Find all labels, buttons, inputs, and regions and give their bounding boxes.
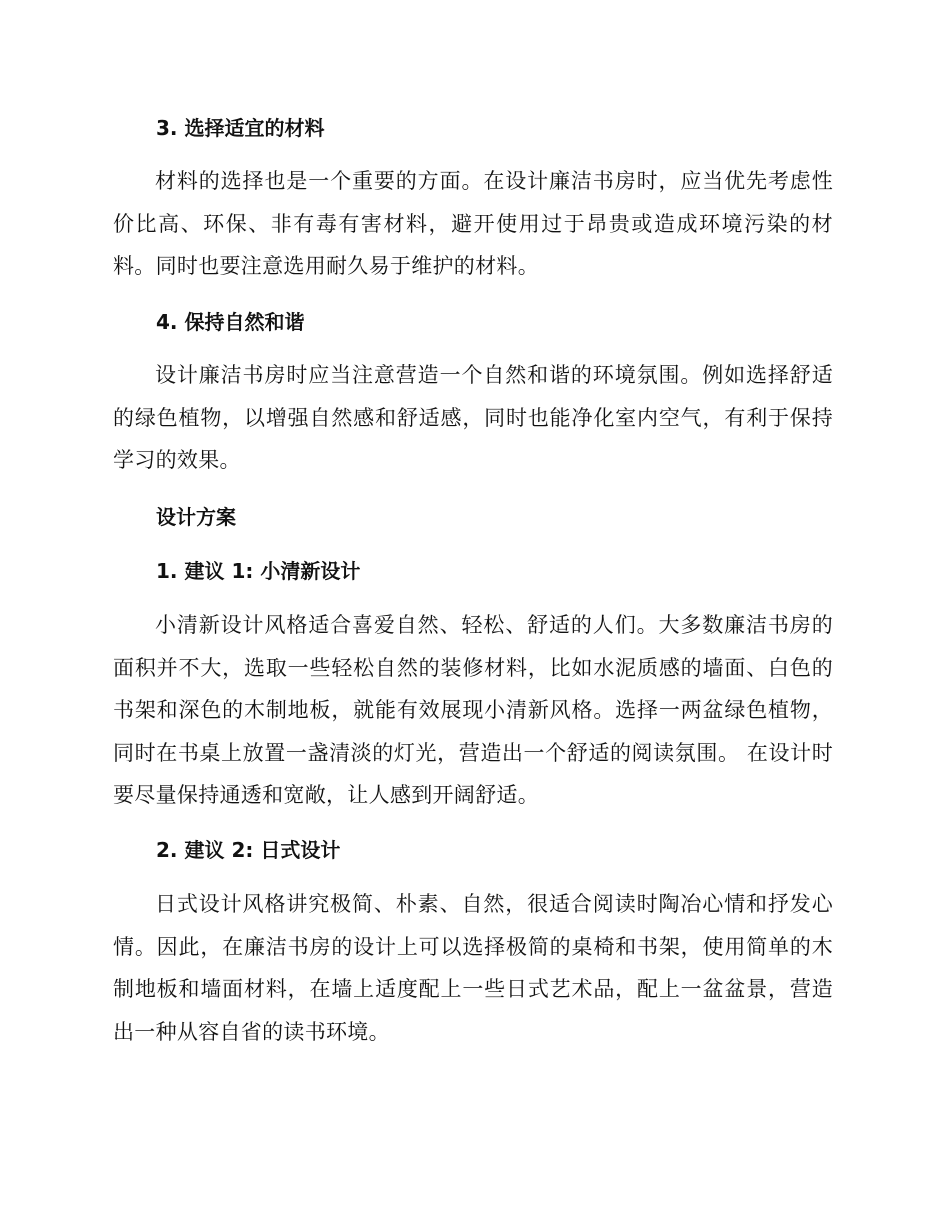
section-heading-japanese-design: 2. 建议 2: 日式设计 bbox=[156, 838, 341, 862]
section-body-harmony: 设计廉洁书房时应当注意营造一个自然和谐的环境氛围。例如选择舒适的绿色植物，以增强自然感和舒适感，同时也能净化室内空气，有利于保持学习的效果。 bbox=[113, 363, 833, 472]
section-heading-harmony: 4. 保持自然和谐 bbox=[156, 310, 305, 334]
section-body-materials: 材料的选择也是一个重要的方面。在设计廉洁书房时，应当优先考虑性价比高、环保、非有毒有害材料，避开使用过于昂贵或造成环境污染的材料。同时也要注意选用耐久易于维护的材料。 bbox=[113, 169, 833, 278]
section-heading-materials: 3. 选择适宜的材料 bbox=[156, 116, 325, 140]
section-heading-fresh-design: 1. 建议 1: 小清新设计 bbox=[156, 559, 361, 583]
section-heading-design-plan: 设计方案 bbox=[156, 505, 236, 529]
section-body-fresh-design: 小清新设计风格适合喜爱自然、轻松、舒适的人们。大多数廉洁书房的面积并不大，选取一些轻松自然的装修材料，比如水泥质感的墙面、白色的书架和深色的木制地板，就能有效展现小清新风格。选择一两盆绿色植物，同时在书桌上放置一盏清淡的灯光，营造出一个舒适的阅读氛围。 在设计时要尽量保持通透和宽敞，让人感到开阔舒适。 bbox=[113, 613, 833, 807]
section-body-japanese-design: 日式设计风格讲究极简、朴素、自然，很适合阅读时陶冶心情和抒发心情。因此，在廉洁书房的设计上可以选择极简的桌椅和书架，使用简单的木制地板和墙面材料，在墙上适度配上一些日式艺术品，配上一盆盆景，营造出一种从容自省的读书环境。 bbox=[113, 892, 833, 1044]
